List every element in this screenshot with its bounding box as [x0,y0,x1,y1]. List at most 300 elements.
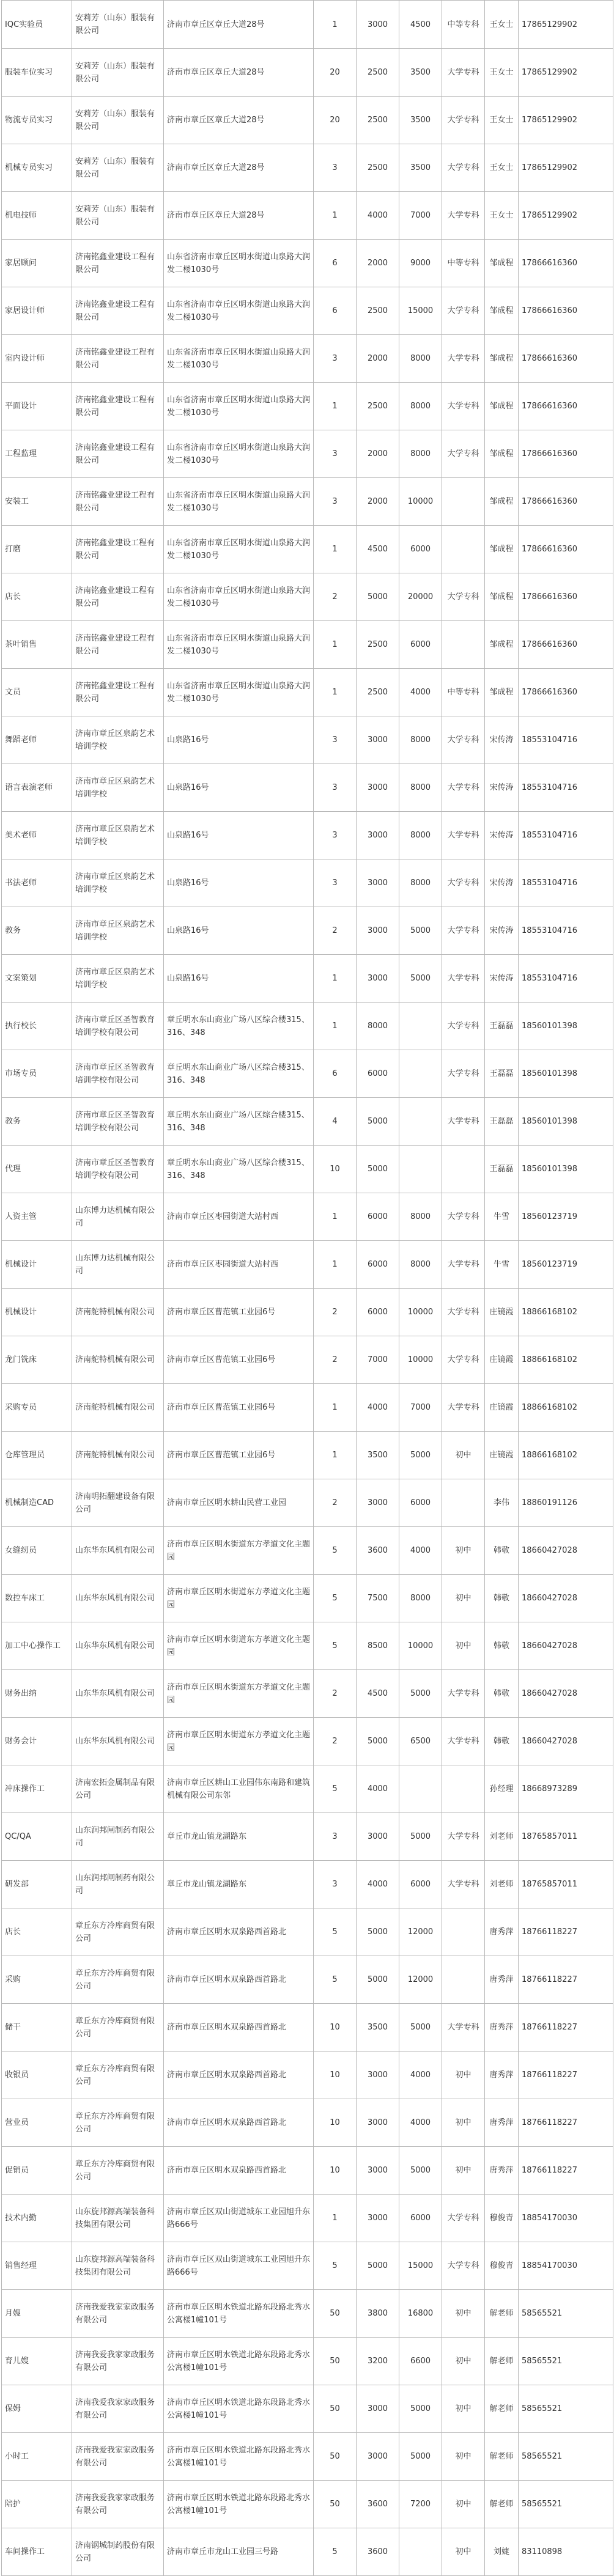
job-title: 机电技师 [2,192,72,240]
salary-max: 3500 [399,144,442,192]
job-title: 采购专员 [2,1384,72,1432]
contact-person: 解老师 [485,2338,519,2385]
table-row [2,1289,613,1336]
job-title: 保姆 [2,2385,72,2433]
contact-phone: 58565521 [519,2481,613,2528]
job-title: 教务 [2,907,72,955]
table-row [2,1432,613,1479]
contact-phone: 58565521 [519,2338,613,2385]
contact-phone: 18553104716 [519,812,613,859]
contact-phone: 17865129902 [519,192,613,240]
table-row [2,144,613,192]
contact-person: 宋传涛 [485,764,519,812]
salary-max [399,1050,442,1098]
salary-max: 6500 [399,1718,442,1765]
contact-person: 庄镜霞 [485,1432,519,1479]
contact-person: 宋传涛 [485,859,519,907]
company-name: 安莉芳（山东）服装有限公司 [72,97,164,144]
salary-max: 7000 [399,1384,442,1432]
contact-person: 李伟 [485,1479,519,1527]
salary-min: 7500 [357,1575,399,1622]
education-requirement: 大学专科 [442,1050,485,1098]
education-requirement [442,1146,485,1193]
contact-phone: 18866168102 [519,1384,613,1432]
contact-person: 王女士 [485,49,519,97]
education-requirement: 大学专科 [442,49,485,97]
education-requirement [442,526,485,573]
work-address: 济南市章丘区明水双泉路西首路北 [164,1908,314,1956]
job-title: QC/QA [2,1813,72,1861]
salary-max: 8000 [399,716,442,764]
company-name: 济南钢城制药股份有限公司 [72,2528,164,2576]
company-name: 安莉芳（山东）服装有限公司 [72,49,164,97]
salary-max: 4000 [399,2052,442,2099]
salary-max: 8000 [399,335,442,383]
table-row [2,812,613,859]
contact-person: 王磊磊 [485,1146,519,1193]
contact-phone: 17866616360 [519,287,613,335]
contact-person: 庄镜霞 [485,1289,519,1336]
education-requirement: 初中 [442,2290,485,2338]
education-requirement: 初中 [442,2433,485,2481]
education-requirement: 大学专科 [442,192,485,240]
salary-min: 2500 [357,97,399,144]
job-title: 家居顾问 [2,240,72,287]
hiring-count: 50 [314,2290,357,2338]
salary-max: 8000 [399,1575,442,1622]
work-address: 山东省济南市章丘区明水街道山泉路大润发二楼1030号 [164,383,314,430]
hiring-count: 5 [314,1527,357,1575]
hiring-count: 2 [314,1670,357,1718]
education-requirement: 大学专科 [442,573,485,621]
job-title: 促销员 [2,2147,72,2195]
contact-person: 王磊磊 [485,1003,519,1050]
contact-phone: 18560123719 [519,1241,613,1289]
company-name: 章丘东方冷库商贸有限公司 [72,2052,164,2099]
hiring-count: 50 [314,2338,357,2385]
job-title: 茶叶销售 [2,621,72,669]
contact-phone: 17866616360 [519,240,613,287]
salary-max: 8000 [399,430,442,478]
contact-phone: 18765857011 [519,1861,613,1908]
education-requirement: 大学专科 [442,2195,485,2242]
contact-phone: 18866168102 [519,1432,613,1479]
table-row [2,2528,613,2576]
hiring-count: 2 [314,1336,357,1384]
work-address: 济南市章丘区明水双泉路西首路北 [164,2052,314,2099]
table-row [2,764,613,812]
hiring-count: 1 [314,526,357,573]
salary-min: 3000 [357,716,399,764]
company-name: 济南铭鑫业建设工程有限公司 [72,478,164,526]
table-row [2,1813,613,1861]
company-name: 济南铭鑫业建设工程有限公司 [72,621,164,669]
company-name: 山东旋邦源高端装备科技集团有限公司 [72,2242,164,2290]
salary-max: 5000 [399,2385,442,2433]
job-listing-table [1,0,613,2576]
hiring-count: 2 [314,1479,357,1527]
work-address: 济南市章丘区明水双泉路西首路北 [164,2004,314,2052]
contact-phone: 17865129902 [519,97,613,144]
contact-phone: 18866168102 [519,1289,613,1336]
salary-max: 15000 [399,287,442,335]
contact-person: 王磊磊 [485,1050,519,1098]
job-title: 仓库管理员 [2,1432,72,1479]
education-requirement: 初中 [442,2481,485,2528]
contact-phone: 58565521 [519,2290,613,2338]
contact-phone: 18553104716 [519,716,613,764]
contact-person: 解老师 [485,2290,519,2338]
work-address: 章丘明水东山商业广场八区综合楼315、316、348 [164,1050,314,1098]
company-name: 济南舵特机械有限公司 [72,1289,164,1336]
work-address: 章丘明水东山商业广场八区综合楼315、316、348 [164,1003,314,1050]
company-name: 济南舵特机械有限公司 [72,1384,164,1432]
contact-phone: 18553104716 [519,907,613,955]
job-title: 营业员 [2,2099,72,2147]
table-row [2,955,613,1003]
contact-person: 邹成程 [485,335,519,383]
contact-phone: 18766118227 [519,1908,613,1956]
salary-min: 3000 [357,2052,399,2099]
hiring-count: 10 [314,1146,357,1193]
education-requirement: 大学专科 [442,764,485,812]
hiring-count: 1 [314,669,357,716]
salary-max [399,1765,442,1813]
company-name: 山东华东风机有限公司 [72,1670,164,1718]
work-address: 济南市章丘区明水街道东方孝道文化主题园 [164,1527,314,1575]
contact-person: 唐秀萍 [485,1908,519,1956]
company-name: 济南我爱我家家政服务有限公司 [72,2481,164,2528]
salary-min: 3000 [357,2385,399,2433]
education-requirement [442,478,485,526]
contact-phone: 18660427028 [519,1670,613,1718]
table-row [2,240,613,287]
education-requirement: 大学专科 [442,955,485,1003]
salary-min: 3600 [357,1527,399,1575]
contact-phone: 17866616360 [519,383,613,430]
contact-phone: 17866616360 [519,478,613,526]
contact-person: 韩敬 [485,1622,519,1670]
education-requirement: 大学专科 [442,812,485,859]
job-title: 打磨 [2,526,72,573]
salary-min: 5000 [357,573,399,621]
table-row [2,2147,613,2195]
work-address: 济南市章丘区明水耕山民营工业园 [164,1479,314,1527]
hiring-count: 1 [314,955,357,1003]
hiring-count: 1 [314,383,357,430]
contact-person: 宋传涛 [485,716,519,764]
company-name: 章丘东方冷库商贸有限公司 [72,2004,164,2052]
contact-phone: 18660427028 [519,1718,613,1765]
job-title: 家居设计师 [2,287,72,335]
job-title: 数控车床工 [2,1575,72,1622]
salary-min: 4000 [357,192,399,240]
hiring-count: 5 [314,1956,357,2004]
salary-max: 7200 [399,2481,442,2528]
job-title: 育儿嫂 [2,2338,72,2385]
contact-phone: 18766118227 [519,2052,613,2099]
table-row [2,1193,613,1241]
salary-min: 5000 [357,1098,399,1146]
contact-person: 唐秀萍 [485,2147,519,2195]
work-address: 济南市章丘区曹范镇工业园6号 [164,1289,314,1336]
contact-person: 唐秀萍 [485,2052,519,2099]
work-address: 济南市章丘区曹范镇工业园6号 [164,1336,314,1384]
job-title: 采购 [2,1956,72,2004]
education-requirement: 大学专科 [442,335,485,383]
company-name: 安莉芳（山东）服装有限公司 [72,192,164,240]
contact-person: 邹成程 [485,526,519,573]
job-title: 储干 [2,2004,72,2052]
table-row [2,97,613,144]
salary-min: 3000 [357,859,399,907]
table-row [2,907,613,955]
job-title: 教务 [2,1098,72,1146]
hiring-count: 5 [314,1765,357,1813]
contact-phone: 18660427028 [519,1622,613,1670]
salary-min: 3000 [357,907,399,955]
salary-max: 7000 [399,192,442,240]
contact-phone: 18668973289 [519,1765,613,1813]
job-title: 语言表演老师 [2,764,72,812]
job-title: 收银员 [2,2052,72,2099]
contact-phone: 17866616360 [519,526,613,573]
table-row [2,859,613,907]
company-name: 济南市章丘区泉韵艺术培训学校 [72,764,164,812]
contact-person: 王女士 [485,144,519,192]
hiring-count: 3 [314,764,357,812]
work-address: 山泉路16号 [164,716,314,764]
work-address: 济南市章丘区明水双泉路西首路北 [164,2099,314,2147]
hiring-count: 3 [314,144,357,192]
work-address: 济南市章丘区双山街道城东工业园旭升东路666号 [164,2242,314,2290]
table-row [2,2481,613,2528]
salary-max: 10000 [399,1622,442,1670]
salary-max: 16800 [399,2290,442,2338]
table-row [2,669,613,716]
salary-max: 6000 [399,2195,442,2242]
contact-phone: 17866616360 [519,430,613,478]
job-title: 美术老师 [2,812,72,859]
job-title: 店长 [2,1908,72,1956]
education-requirement: 大学专科 [442,97,485,144]
salary-max: 6000 [399,1479,442,1527]
table-row [2,1241,613,1289]
education-requirement: 大学专科 [442,144,485,192]
salary-min: 4000 [357,1765,399,1813]
education-requirement: 大学专科 [442,1098,485,1146]
hiring-count: 4 [314,1098,357,1146]
education-requirement: 大学专科 [442,1336,485,1384]
salary-min: 2500 [357,49,399,97]
salary-max: 8000 [399,1193,442,1241]
salary-min: 2500 [357,383,399,430]
company-name: 济南市章丘区圣智教育培训学校有限公司 [72,1050,164,1098]
job-title: 室内设计师 [2,335,72,383]
table-row [2,1,613,49]
salary-max: 3500 [399,49,442,97]
contact-person: 唐秀萍 [485,1956,519,2004]
education-requirement: 大学专科 [442,1384,485,1432]
salary-min: 3200 [357,2338,399,2385]
hiring-count: 3 [314,335,357,383]
hiring-count: 50 [314,2481,357,2528]
contact-phone: 58565521 [519,2385,613,2433]
table-row [2,192,613,240]
table-row [2,1908,613,1956]
company-name: 济南我爱我家家政服务有限公司 [72,2290,164,2338]
company-name: 济南市章丘区泉韵艺术培训学校 [72,812,164,859]
hiring-count: 1 [314,1384,357,1432]
company-name: 济南铭鑫业建设工程有限公司 [72,383,164,430]
salary-min: 5000 [357,2242,399,2290]
company-name: 章丘东方冷库商贸有限公司 [72,2147,164,2195]
contact-phone: 17866616360 [519,669,613,716]
contact-person: 穆俊青 [485,2195,519,2242]
job-title: 工程监理 [2,430,72,478]
education-requirement: 大学专科 [442,1813,485,1861]
contact-phone: 18766118227 [519,2004,613,2052]
work-address: 济南市章丘区明水铁道北路东段路北秀水公寓楼1幢101号 [164,2385,314,2433]
company-name: 济南宏拓金属制品有限公司 [72,1765,164,1813]
work-address: 济南市章丘区章丘大道28号 [164,97,314,144]
company-name: 安莉芳（山东）服装有限公司 [72,144,164,192]
job-title: 陪护 [2,2481,72,2528]
contact-person: 邹成程 [485,430,519,478]
work-address: 山东省济南市章丘区明水街道山泉路大润发二楼1030号 [164,478,314,526]
salary-min: 6000 [357,1241,399,1289]
table-row [2,1479,613,1527]
hiring-count: 2 [314,573,357,621]
job-title: 物流专员实习 [2,97,72,144]
work-address: 章丘市龙山镇龙湖路东 [164,1813,314,1861]
hiring-count: 50 [314,2433,357,2481]
job-title: 龙门铣床 [2,1336,72,1384]
hiring-count: 1 [314,621,357,669]
hiring-count: 20 [314,97,357,144]
salary-min: 7000 [357,1336,399,1384]
company-name: 章丘东方冷库商贸有限公司 [72,2099,164,2147]
education-requirement: 大学专科 [442,1861,485,1908]
salary-min: 2000 [357,478,399,526]
salary-min: 3000 [357,1813,399,1861]
table-row [2,1956,613,2004]
table-row [2,1670,613,1718]
contact-phone: 18766118227 [519,1956,613,2004]
job-title: 文员 [2,669,72,716]
education-requirement [442,621,485,669]
education-requirement: 初中 [442,2528,485,2576]
salary-max: 4500 [399,1,442,49]
salary-min: 6000 [357,1193,399,1241]
contact-person: 唐秀萍 [485,2004,519,2052]
education-requirement [442,1479,485,1527]
job-title: 冲床操作工 [2,1765,72,1813]
contact-person: 韩敬 [485,1670,519,1718]
hiring-count: 10 [314,2052,357,2099]
work-address: 济南市章丘市龙山工业园三号路 [164,2528,314,2576]
salary-max [399,2528,442,2576]
hiring-count: 3 [314,1861,357,1908]
company-name: 济南我爱我家家政服务有限公司 [72,2433,164,2481]
contact-phone: 18866168102 [519,1336,613,1384]
work-address: 济南市章丘区章丘大道28号 [164,144,314,192]
table-row [2,2242,613,2290]
job-title: 月嫂 [2,2290,72,2338]
work-address: 山泉路16号 [164,812,314,859]
contact-phone: 18854170030 [519,2242,613,2290]
contact-person: 王女士 [485,1,519,49]
table-row [2,1527,613,1575]
table-row [2,335,613,383]
company-name: 山东博力达机械有限公司 [72,1193,164,1241]
company-name: 济南市章丘区圣智教育培训学校有限公司 [72,1146,164,1193]
salary-min: 2500 [357,287,399,335]
contact-phone: 18553104716 [519,955,613,1003]
company-name: 济南我爱我家家政服务有限公司 [72,2338,164,2385]
education-requirement: 中等专科 [442,240,485,287]
hiring-count: 1 [314,1193,357,1241]
job-title: 财务出纳 [2,1670,72,1718]
contact-person: 邹成程 [485,621,519,669]
education-requirement: 初中 [442,1622,485,1670]
salary-max: 5000 [399,2004,442,2052]
salary-max: 8000 [399,859,442,907]
job-title: 机械设计 [2,1289,72,1336]
contact-person: 韩敬 [485,1718,519,1765]
salary-max: 5000 [399,2433,442,2481]
contact-person: 宋传涛 [485,955,519,1003]
contact-phone: 18560101398 [519,1003,613,1050]
contact-person: 穆俊青 [485,2242,519,2290]
salary-max: 6000 [399,621,442,669]
hiring-count: 1 [314,192,357,240]
table-row [2,2433,613,2481]
education-requirement: 大学专科 [442,907,485,955]
work-address: 山东省济南市章丘区明水街道山泉路大润发二楼1030号 [164,621,314,669]
job-title: 机械制造CAD [2,1479,72,1527]
salary-min: 5000 [357,1718,399,1765]
salary-min: 3600 [357,2528,399,2576]
table-row [2,430,613,478]
contact-phone: 18660427028 [519,1575,613,1622]
company-name: 济南市章丘区泉韵艺术培训学校 [72,907,164,955]
salary-max: 8000 [399,1241,442,1289]
work-address: 济南市章丘区曹范镇工业园6号 [164,1432,314,1479]
salary-min: 3500 [357,1432,399,1479]
work-address: 济南市章丘区明水双泉路西首路北 [164,1956,314,2004]
contact-phone: 18854170030 [519,2195,613,2242]
contact-phone: 17865129902 [519,49,613,97]
salary-max: 12000 [399,1956,442,2004]
contact-person: 邹成程 [485,240,519,287]
hiring-count: 5 [314,1908,357,1956]
contact-person: 孙经理 [485,1765,519,1813]
education-requirement [442,1956,485,2004]
salary-min: 5000 [357,1908,399,1956]
company-name: 山东华东风机有限公司 [72,1575,164,1622]
job-title: 店长 [2,573,72,621]
table-row [2,526,613,573]
work-address: 济南市章丘区双山街道城东工业园旭升东路666号 [164,2195,314,2242]
contact-person: 宋传涛 [485,812,519,859]
contact-person: 解老师 [485,2481,519,2528]
job-title: 机械设计 [2,1241,72,1289]
salary-max [399,1098,442,1146]
salary-min: 3000 [357,2195,399,2242]
hiring-count: 1 [314,1,357,49]
contact-person: 牛雪 [485,1241,519,1289]
